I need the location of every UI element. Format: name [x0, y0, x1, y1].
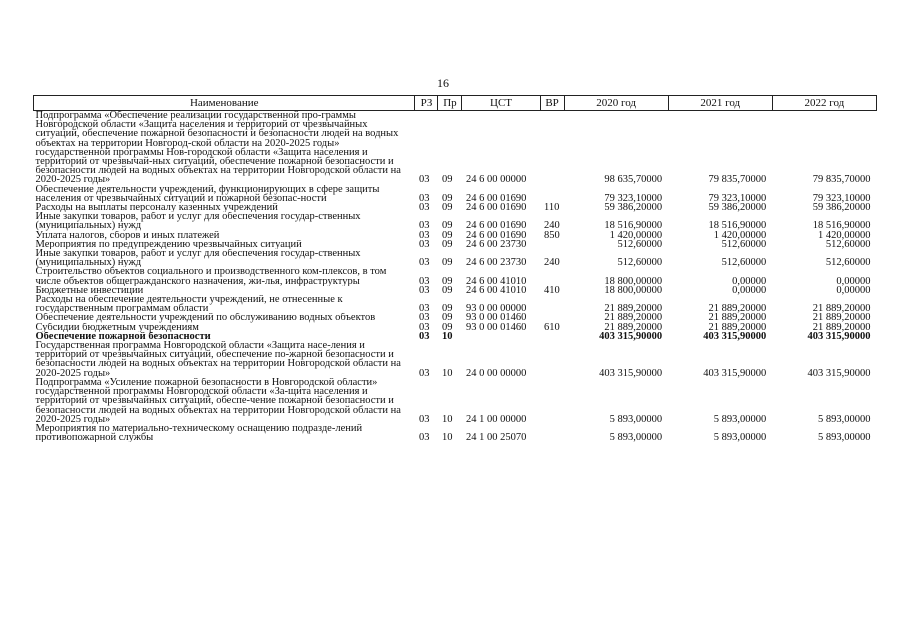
row-pr: 09	[441, 220, 453, 231]
table-row	[34, 185, 877, 203]
row-cst: 24 6 00 23730	[465, 239, 527, 250]
table-row	[34, 341, 877, 378]
row-pr: 09	[441, 313, 453, 323]
row-rz: 03	[418, 322, 430, 332]
row-name: Расходы на обеспечение деятельности учреждений, не отнесенные к государственным программам области	[35, 295, 343, 314]
row-amount-2021: 512,60000	[721, 239, 767, 250]
table-row	[34, 212, 877, 230]
row-rz: 03	[418, 174, 430, 185]
row-amount-2020: 403 315,90000	[599, 367, 663, 378]
row-amount-2020: 21 889,20000	[604, 322, 663, 332]
row-cst: 24 6 00 23730	[465, 257, 527, 268]
row-amount-2020: 21 889,20000	[604, 303, 663, 314]
row-vr: 610	[544, 322, 560, 332]
row-name: Уплата налогов, сборов и иных платежей	[35, 230, 220, 240]
row-name: Подпрограмма «Обеспечение реализации государственной про-граммы Новгородской области «Защита населения и территорий от чрезвычайных ситуаций, обеспечение пожарной безопасности и безопасности людей на водных объектах на территории Новгород-ской области на 2020-2025 годы» государственной программы Нов-городской области «Защита населения и территорий от чрезвычай-ных ситуаций, обеспечение пожарной безопасности и безопасности людей на водных объектах на территории Новгородской области на 2020-2025 годы»	[35, 110, 401, 185]
row-amount-2021: 59 386,20000	[708, 203, 767, 213]
row-cst: 24 1 00 00000	[465, 413, 527, 424]
row-amount-2021: 5 893,00000	[713, 413, 767, 424]
table-row	[34, 111, 877, 185]
row-vr: 110	[544, 203, 560, 213]
row-cst: 93 0 00 01460	[465, 313, 527, 323]
row-amount-2020: 18 516,90000	[604, 220, 663, 231]
row-pr: 10	[441, 367, 453, 378]
row-amount-2020: 512,60000	[617, 239, 663, 250]
row-vr	[540, 378, 564, 424]
row-amount-2021: 79 835,70000	[708, 174, 767, 185]
row-amount-2021: 5 893,00000	[713, 432, 767, 443]
table-row	[34, 249, 877, 267]
row-amount-2021: 403 315,90000	[703, 331, 767, 342]
row-rz: 03	[418, 275, 430, 286]
row-rz: 03	[418, 192, 430, 204]
header-vr: ВР	[540, 96, 564, 111]
row-amount-2020: 18 800,00000	[604, 285, 663, 296]
row-pr: 09	[441, 285, 453, 296]
row-amount-2021: 0,00000	[732, 275, 767, 286]
row-amount-2021: 21 889,20000	[708, 313, 767, 323]
header-2020: 2020 год	[564, 96, 668, 111]
header-rz: РЗ	[415, 96, 438, 111]
header-2021: 2021 год	[668, 96, 772, 111]
table-row	[34, 313, 877, 322]
row-rz: 03	[418, 203, 430, 213]
row-amount-2022: 21 889,20000	[812, 313, 871, 323]
table-row	[34, 332, 877, 341]
row-vr	[540, 267, 564, 285]
row-amount-2021: 403 315,90000	[703, 367, 767, 378]
row-amount-2022: 5 893,00000	[818, 432, 871, 443]
table-header-row	[34, 96, 877, 111]
row-rz: 03	[418, 220, 430, 231]
row-pr: 10	[441, 331, 453, 342]
row-pr: 09	[441, 275, 453, 286]
row-cst: 24 6 00 01690	[465, 220, 527, 231]
row-vr	[540, 332, 564, 341]
row-amount-2020: 98 635,70000	[604, 174, 663, 185]
row-amount-2022: 59 386,20000	[812, 203, 871, 213]
row-pr: 10	[441, 413, 453, 424]
row-amount-2022: 0,00000	[836, 275, 871, 286]
row-rz: 03	[418, 367, 430, 378]
row-cst: 24 1 00 25070	[465, 432, 527, 443]
row-amount-2021: 0,00000	[732, 285, 767, 296]
row-pr: 09	[441, 303, 453, 314]
row-amount-2022: 18 516,90000	[812, 220, 871, 231]
row-cst: 24 0 00 00000	[465, 367, 527, 378]
row-name: Обеспечение деятельности учреждений, функционирующих в сфере защиты населения от чрезвычайных ситуаций и пожарной безопас-ности	[35, 184, 380, 204]
row-rz: 03	[418, 303, 430, 314]
row-pr: 09	[441, 230, 453, 240]
row-cst: 24 6 00 00000	[465, 174, 527, 185]
row-amount-2020: 403 315,90000	[599, 331, 663, 342]
row-vr	[540, 185, 564, 203]
row-name: Мероприятия по предупреждению чрезвычайных ситуаций	[35, 239, 302, 250]
table-row	[34, 378, 877, 424]
row-amount-2021: 1 420,00000	[713, 230, 767, 240]
row-vr: 240	[544, 220, 560, 231]
header-name: Наименование	[34, 96, 415, 111]
row-pr: 09	[441, 239, 453, 250]
row-vr	[540, 111, 564, 185]
row-amount-2020: 5 893,00000	[609, 432, 663, 443]
row-cst: 93 0 00 01460	[465, 322, 527, 332]
row-rz: 03	[418, 239, 430, 250]
row-rz: 03	[418, 331, 430, 342]
row-amount-2022: 21 889,20000	[812, 303, 871, 314]
row-amount-2020: 79 323,10000	[604, 192, 663, 204]
row-rz: 03	[418, 285, 430, 296]
row-cst: 24 6 00 01690	[465, 230, 527, 240]
table-row	[34, 240, 877, 249]
row-amount-2020: 1 420,00000	[609, 230, 663, 240]
row-name: Подпрограмма «Усиление пожарной безопасности в Новгородской области» государственной программы Новгородской области «За-щита населения и территорий от чрезвычайных ситуаций, обеспе-чение пожарной безопасности и безопасности людей на водных объектах на территории Новгородской области на 2020-2025 годы»	[35, 377, 401, 424]
row-name: Бюджетные инвестиции	[35, 285, 144, 296]
row-amount-2020: 59 386,20000	[604, 203, 663, 213]
row-amount-2021: 512,60000	[721, 257, 767, 268]
row-amount-2021: 18 516,90000	[708, 220, 767, 231]
row-amount-2020: 5 893,00000	[609, 413, 663, 424]
row-name: Обеспечение деятельности учреждений по обслуживанию водных объектов	[35, 313, 376, 323]
page-number: 16	[437, 76, 449, 90]
row-name: Государственная программа Новгородской области «Защита насе-ления и территорий от чрезвычайных ситуаций, обеспечение по-жарной безопасности и безопасности людей на водных объектах на территории Новгородской области на 2020-2025 годы»	[35, 341, 401, 378]
row-cst: 24 6 00 01690	[465, 203, 527, 213]
row-rz: 03	[418, 413, 430, 424]
row-amount-2022: 5 893,00000	[818, 413, 871, 424]
row-name: Иные закупки товаров, работ и услуг для обеспечения государ-ственных (муниципальных) нужд	[35, 249, 361, 268]
row-vr	[540, 341, 564, 378]
row-pr: 10	[441, 432, 453, 443]
row-amount-2021: 79 323,10000	[708, 192, 767, 204]
row-vr	[540, 313, 564, 322]
row-amount-2020: 18 800,00000	[604, 275, 663, 286]
row-amount-2022: 403 315,90000	[807, 331, 871, 342]
row-pr: 09	[441, 203, 453, 213]
row-rz: 03	[418, 432, 430, 443]
row-pr: 09	[441, 174, 453, 185]
row-cst	[462, 332, 540, 341]
row-amount-2022: 512,60000	[825, 239, 871, 250]
header-pr: Пр	[438, 96, 462, 111]
row-name: Расходы на выплаты персоналу казенных учреждений	[35, 203, 278, 213]
row-pr: 09	[441, 322, 453, 332]
row-vr	[540, 295, 564, 313]
table-row	[34, 231, 877, 240]
row-pr: 09	[441, 192, 453, 204]
row-cst: 24 6 00 41010	[465, 275, 527, 286]
row-rz: 03	[418, 257, 430, 268]
row-amount-2021: 21 889,20000	[708, 322, 767, 332]
row-amount-2020: 512,60000	[617, 257, 663, 268]
row-amount-2021: 21 889,20000	[708, 303, 767, 314]
row-vr	[540, 240, 564, 249]
row-name: Субсидии бюджетным учреждениям	[35, 322, 199, 332]
row-vr	[540, 424, 564, 442]
row-amount-2022: 512,60000	[825, 257, 871, 268]
row-amount-2022: 21 889,20000	[812, 322, 871, 332]
table-row	[34, 424, 877, 442]
table-body	[34, 111, 877, 443]
row-rz: 03	[418, 313, 430, 323]
header-cst: ЦСТ	[462, 96, 540, 111]
row-amount-2022: 79 323,10000	[812, 192, 871, 204]
row-rz: 03	[418, 230, 430, 240]
table-row	[34, 267, 877, 285]
row-cst: 24 6 00 01690	[465, 192, 527, 204]
budget-table	[33, 95, 877, 442]
row-cst: 93 0 00 00000	[465, 303, 527, 314]
row-amount-2022: 1 420,00000	[818, 230, 871, 240]
row-name: Строительство объектов социального и производственного ком-плексов, в том числе объектов общегражданского назначения, жи-лья, инфраструктуры	[35, 267, 387, 286]
row-name: Иные закупки товаров, работ и услуг для обеспечения государ-ственных (муниципальных) нужд	[35, 212, 361, 231]
table-row	[34, 323, 877, 332]
row-pr: 09	[441, 257, 453, 268]
row-cst: 24 6 00 41010	[465, 285, 527, 296]
row-amount-2022: 79 835,70000	[812, 174, 871, 185]
header-2022: 2022 год	[772, 96, 876, 111]
row-name: Обеспечение пожарной безопасности	[35, 331, 211, 342]
row-vr: 240	[544, 257, 560, 268]
table-row	[34, 295, 877, 313]
table-row	[34, 286, 877, 295]
table-row	[34, 203, 877, 212]
row-vr: 850	[544, 230, 560, 240]
row-amount-2022: 403 315,90000	[807, 367, 871, 378]
row-vr: 410	[544, 285, 560, 296]
row-amount-2020: 21 889,20000	[604, 313, 663, 323]
row-name: Мероприятия по материально-техническому оснащению подразде-лений противопожарной службы	[35, 423, 363, 443]
row-amount-2022: 0,00000	[836, 285, 871, 296]
